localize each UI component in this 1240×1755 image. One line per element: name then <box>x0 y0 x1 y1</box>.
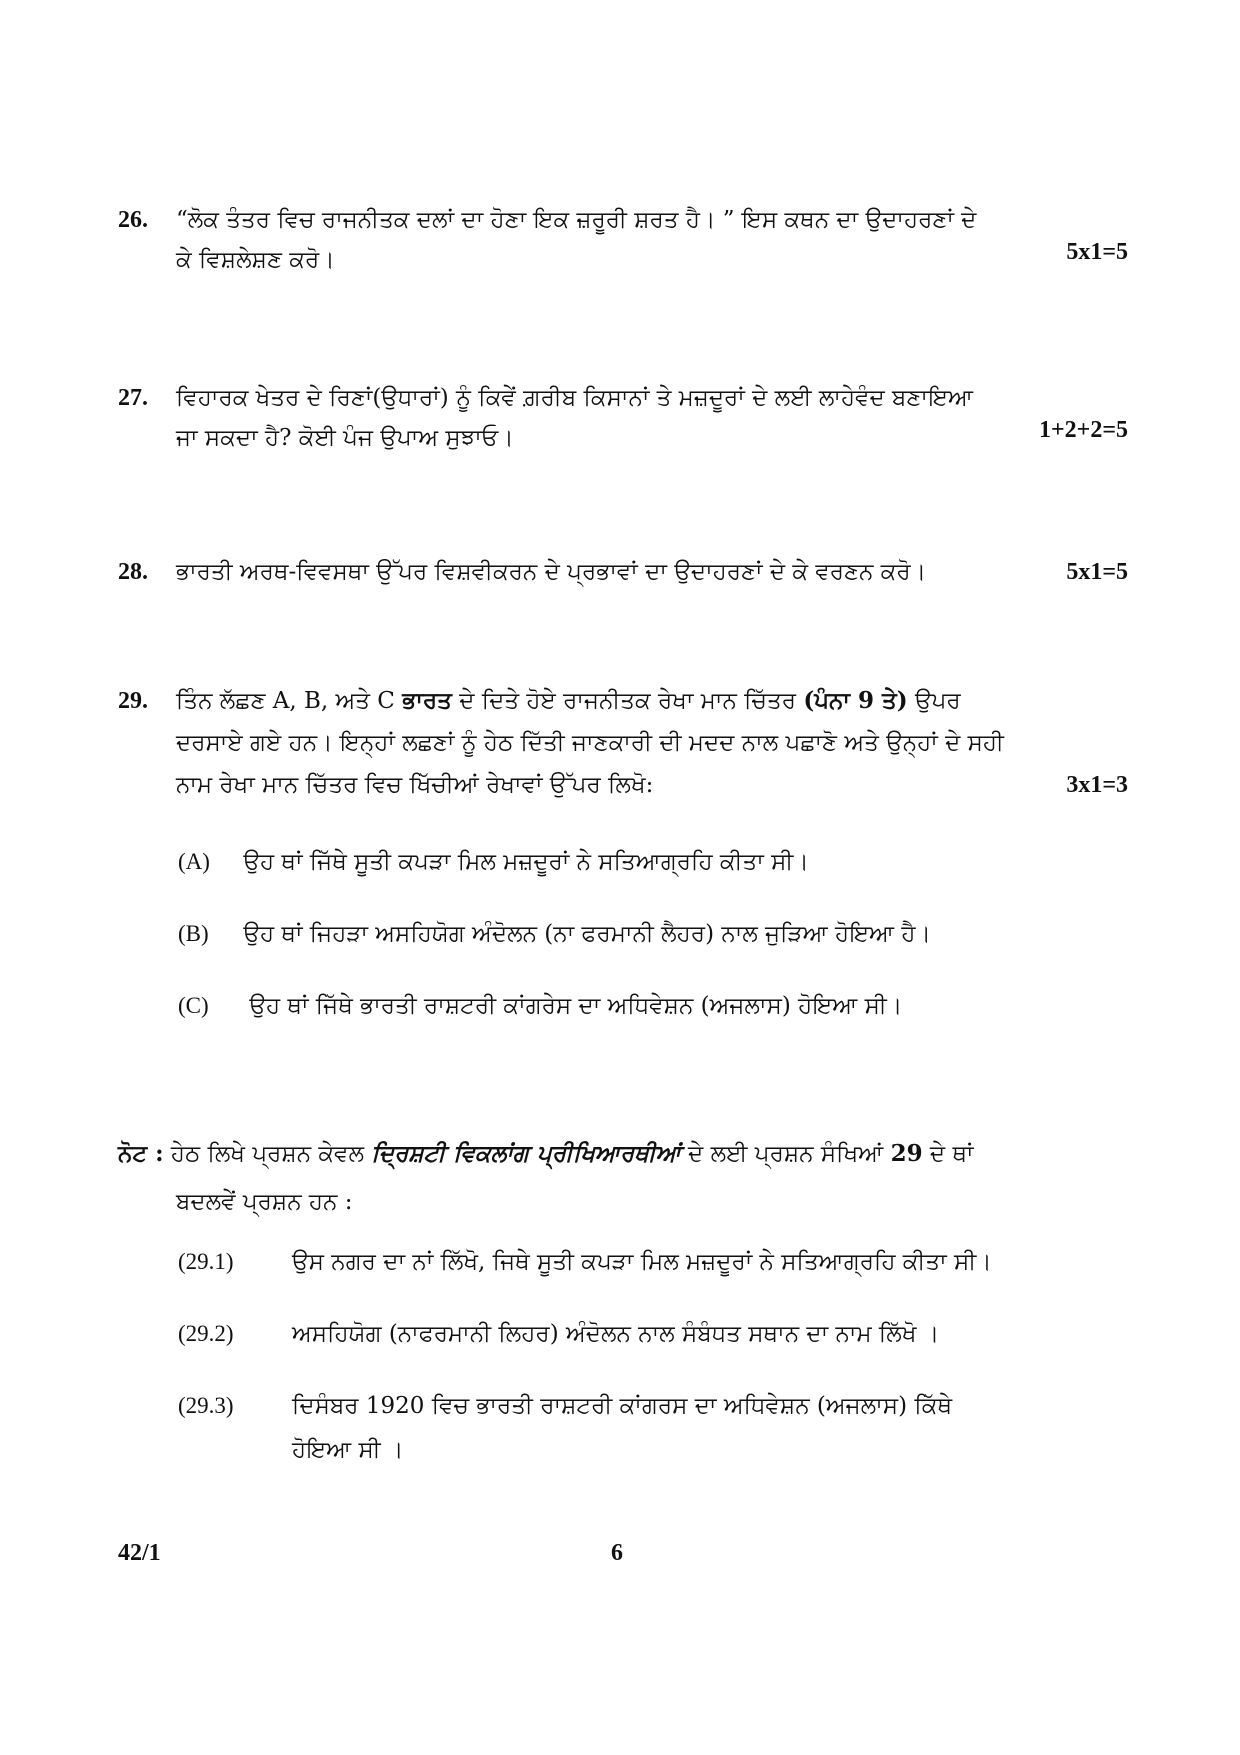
alternate-text-line: ਹੋਇਆ ਸੀ । <box>292 1437 404 1463</box>
note-text-line <box>118 1130 1128 1178</box>
visually-impaired-candidates: ਦ੍ਰਿਸ਼ਟੀ ਵਿਕਲਾਂਗ ਪ੍ਰੀਖਿਆਰਥੀਆਂ <box>371 1140 681 1167</box>
alternate-text-line: ਅਸਹਿਯੋਗ (ਨਾਫਰਮਾਨੀ ਲਿਹਰ) ਅੰਦੋਲਨ ਨਾਲ ਸੰਬੰਧਤ ਸਥਾਨ ਦਾ ਨਾਮ ਲਿੱਖੋ । <box>292 1321 940 1347</box>
page-number: 6 <box>611 1540 623 1566</box>
bold-term-bharat: ਭਾਰਤ <box>402 687 452 714</box>
question-text-line: ਭਾਰਤੀ ਅਰਥ-ਵਿਵਸਥਾ ਉੱਪਰ ਵਿਸ਼ਵੀਕਰਨ ਦੇ ਪ੍ਰਭਾਵਾਂ ਦਾ ਉਦਾਹਰਣਾਂ ਦੇ ਕੇ ਵਰਣਨ ਕਰੋ। <box>176 559 927 585</box>
marks-label: 1+2+2=5 <box>1038 417 1128 443</box>
question-29 <box>118 680 1128 806</box>
question-27 <box>118 378 1128 458</box>
page-reference: (ਪੰਨਾ 9 ਤੇ) <box>803 687 908 714</box>
alternate-label: (29.1) <box>178 1249 234 1274</box>
text-fragment: ਤਿੰਨ ਲੱਛਣ A, B, ਅਤੇ C <box>176 688 403 714</box>
question-text-line: ਕੇ ਵਿਸ਼ਲੇਸ਼ਣ ਕਰੋ। <box>176 247 335 273</box>
question-ref-number: 29 <box>890 1140 923 1167</box>
question-text-line: ਨਾਮ ਰੇਖਾ ਮਾਨ ਚਿੱਤਰ ਵਿਚ ਖਿੱਚੀਆਂ ਰੇਖਾਵਾਂ ਉੱਪਰ ਲਿਖੋ: <box>176 772 654 798</box>
sub-item-label: (B) <box>178 921 209 946</box>
question-text-line: ਦਰਸਾਏ ਗਏ ਹਨ। ਇਨ੍ਹਾਂ ਲਛਣਾਂ ਨੂੰ ਹੇਠ ਦਿੱਤੀ ਜਾਣਕਾਰੀ ਦੀ ਮਦਦ ਨਾਲ ਪਛਾਣੋ ਅਤੇ ਉਨ੍ਹਾਂ ਦੇ ਸਹੀ <box>176 730 1004 756</box>
question-text-line <box>176 680 1128 722</box>
note-label: ਨੋਟ : <box>118 1140 164 1167</box>
marks-label: 5x1=5 <box>1066 559 1128 585</box>
sub-item-label: (A) <box>178 849 210 874</box>
question-text-line: ਵਿਹਾਰਕ ਖੇਤਰ ਦੇ ਰਿਣਾਂ(ਉਧਾਰਾਂ) ਨੂੰ ਕਿਵੇਂ ਗ਼ਰੀਬ ਕਿਸਾਨਾਂ ਤੇ ਮਜ਼ਦੂਰਾਂ ਦੇ ਲਈ ਲਾਹੇਵੰਦ ਬਣਾਇਆ <box>176 385 973 411</box>
marks-label: 5x1=5 <box>1066 239 1128 265</box>
sub-item-a <box>178 842 809 882</box>
sub-item-b <box>178 914 931 954</box>
text-fragment: ਦੇ ਦਿਤੇ ਹੋਏ ਰਾਜਨੀਤਕ ਰੇਖਾ ਮਾਨ ਚਿੱਤਰ <box>451 688 804 714</box>
sub-item-label: (C) <box>178 993 209 1018</box>
question-28 <box>118 552 1128 592</box>
alternate-text-line: ਉਸ ਨਗਰ ਦਾ ਨਾਂ ਲਿੱਖੋ, ਜਿਥੇ ਸੂਤੀ ਕਪੜਾ ਮਿਲ ਮਜ਼ਦੂਰਾਂ ਨੇ ਸਤਿਆਗ੍ਰਹਿ ਕੀਤਾ ਸੀ। <box>292 1249 992 1275</box>
question-text-line: “ਲੋਕ ਤੰਤਰ ਵਿਚ ਰਾਜਨੀਤਕ ਦਲਾਂ ਦਾ ਹੋਣਾ ਇਕ ਜ਼ਰੂਰੀ ਸ਼ਰਤ ਹੈ। ” ਇਸ ਕਥਨ ਦਾ ਉਦਾਹਰਣਾਂ ਦੇ <box>176 207 977 233</box>
question-26 <box>118 200 1128 280</box>
sub-item-text: ਉਹ ਥਾਂ ਜਿੱਥੇ ਸੂਤੀ ਕਪੜਾ ਮਿਲ ਮਜ਼ਦੂਰਾਂ ਨੇ ਸਤਿਆਗ੍ਰਹਿ ਕੀਤਾ ਸੀ। <box>243 849 809 875</box>
text-fragment: ਹੇਠ ਲਿਖੇ ਪ੍ਰਸ਼ਨ ਕੇਵਲ <box>163 1141 372 1167</box>
text-fragment: ਉਪਰ <box>907 688 961 714</box>
question-number: 26. <box>118 207 148 233</box>
sub-item-c <box>178 986 902 1026</box>
alternate-question-29-1 <box>178 1240 1078 1284</box>
question-text-line: ਜਾ ਸਕਦਾ ਹੈ? ਕੋਈ ਪੰਜ ਉਪਾਅ ਸੁਝਾਓ। <box>176 425 514 451</box>
sub-item-text: ਉਹ ਥਾਂ ਜਿੱਥੇ ਭਾਰਤੀ ਰਾਸ਼ਟਰੀ ਕਾਂਗਰੇਸ ਦਾ ਅਧਿਵੇਸ਼ਨ (ਅਜਲਾਸ) ਹੋਇਆ ਸੀ। <box>249 993 903 1019</box>
text-fragment: ਦੇ ਲਈ ਪ੍ਰਸ਼ਨ ਸੰਖਿਆਂ <box>680 1141 891 1167</box>
alternate-label: (29.3) <box>178 1393 234 1418</box>
question-number: 29. <box>118 688 148 714</box>
text-fragment: ਦੇ ਥਾਂ <box>922 1141 974 1167</box>
alternate-text-line: ਦਿਸੰਬਰ 1920 ਵਿਚ ਭਾਰਤੀ ਰਾਸ਼ਟਰੀ ਕਾਂਗਰਸ ਦਾ ਅਧਿਵੇਸ਼ਨ (ਅਜਲਾਸ) ਕਿੱਥੇ <box>292 1393 953 1419</box>
alternate-question-29-3 <box>178 1384 1078 1472</box>
paper-code: 42/1 <box>118 1540 161 1566</box>
alternate-question-29-2 <box>178 1312 1078 1356</box>
question-number: 27. <box>118 385 148 411</box>
sub-item-text: ਉਹ ਥਾਂ ਜਿਹੜਾ ਅਸਹਿਯੋਗ ਅੰਦੋਲਨ (ਨਾ ਫਰਮਾਨੀ ਲੈਹਰ) ਨਾਲ ਜੁੜਿਆ ਹੋਇਆ ਹੈ। <box>243 921 932 947</box>
note-text-line: ਬਦਲਵੇਂ ਪ੍ਰਸ਼ਨ ਹਨ : <box>176 1189 353 1215</box>
note-section <box>118 1130 1128 1226</box>
question-number: 28. <box>118 559 148 585</box>
alternate-label: (29.2) <box>178 1321 234 1346</box>
marks-label: 3x1=3 <box>1066 772 1128 798</box>
